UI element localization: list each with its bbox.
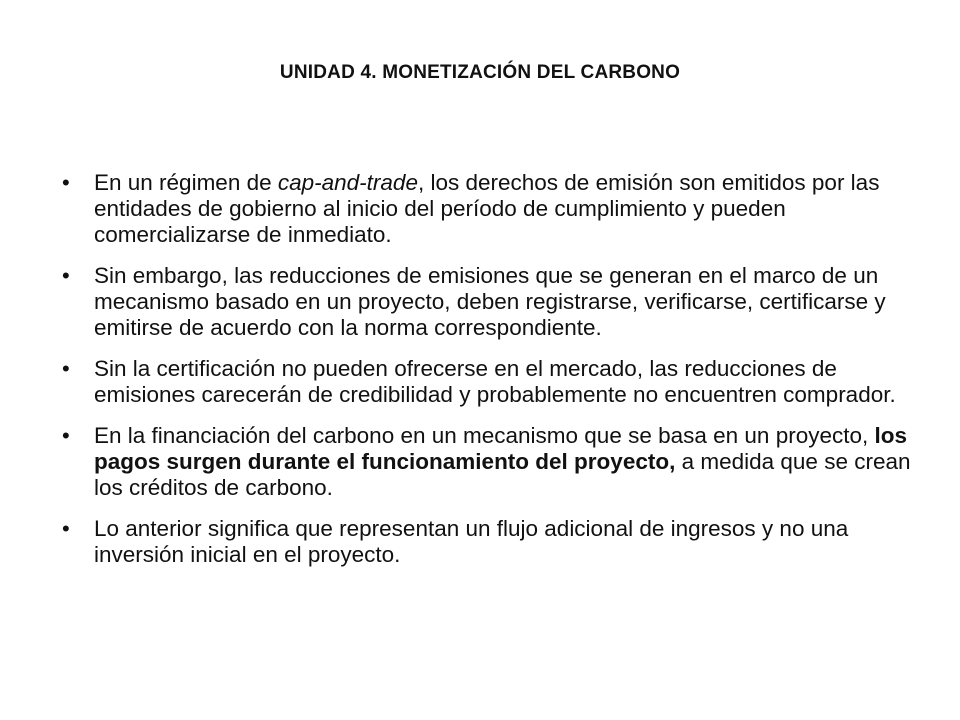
bullet-item: [62, 356, 912, 408]
bullet-text: Sin la certificación no pueden ofrecerse en el mercado, las reducciones de emisiones carecerán de credibilidad y probablemente no encuentren comprador.: [94, 356, 896, 407]
bullet-text: , los derechos de emisión son emitidos por las entidades de gobierno al inicio del período de cumplimiento y pueden comercializarse de inmediato.: [94, 170, 880, 247]
bullet-text: Lo anterior significa que representan un flujo adicional de ingresos y no una inversión inicial en el proyecto.: [94, 516, 849, 567]
bullet-dot: •: [62, 170, 70, 195]
bullet-item: [62, 516, 912, 568]
bullet-text: En la financiación del carbono en un mecanismo que se basa en un proyecto,: [94, 423, 875, 448]
bullet-dot: •: [62, 263, 70, 288]
bullet-text: Sin embargo, las reducciones de emisiones que se generan en el marco de un mecanismo basado en un proyecto, deben registrarse, verificarse, certificarse y emitirse de acuerdo con la norma correspondiente.: [94, 263, 886, 340]
bullet-text: En un régimen de: [94, 170, 278, 195]
bullet-item: [62, 263, 912, 341]
slide-title: UNIDAD 4. MONETIZACIÓN DEL CARBONO: [279, 62, 681, 83]
bullet-italic-term: cap-and-trade: [277, 170, 418, 195]
bullet-list: [62, 170, 912, 583]
bullet-item: [62, 170, 912, 248]
bullet-dot: •: [62, 356, 70, 381]
bullet-dot: •: [62, 516, 70, 541]
bullet-text: a medida que se crean los créditos de carbono.: [94, 449, 911, 500]
bullet-item: [62, 423, 912, 501]
bullet-dot: •: [62, 423, 70, 448]
bullet-bold-phrase: los pagos surgen durante el funcionamiento del proyecto,: [94, 423, 908, 474]
